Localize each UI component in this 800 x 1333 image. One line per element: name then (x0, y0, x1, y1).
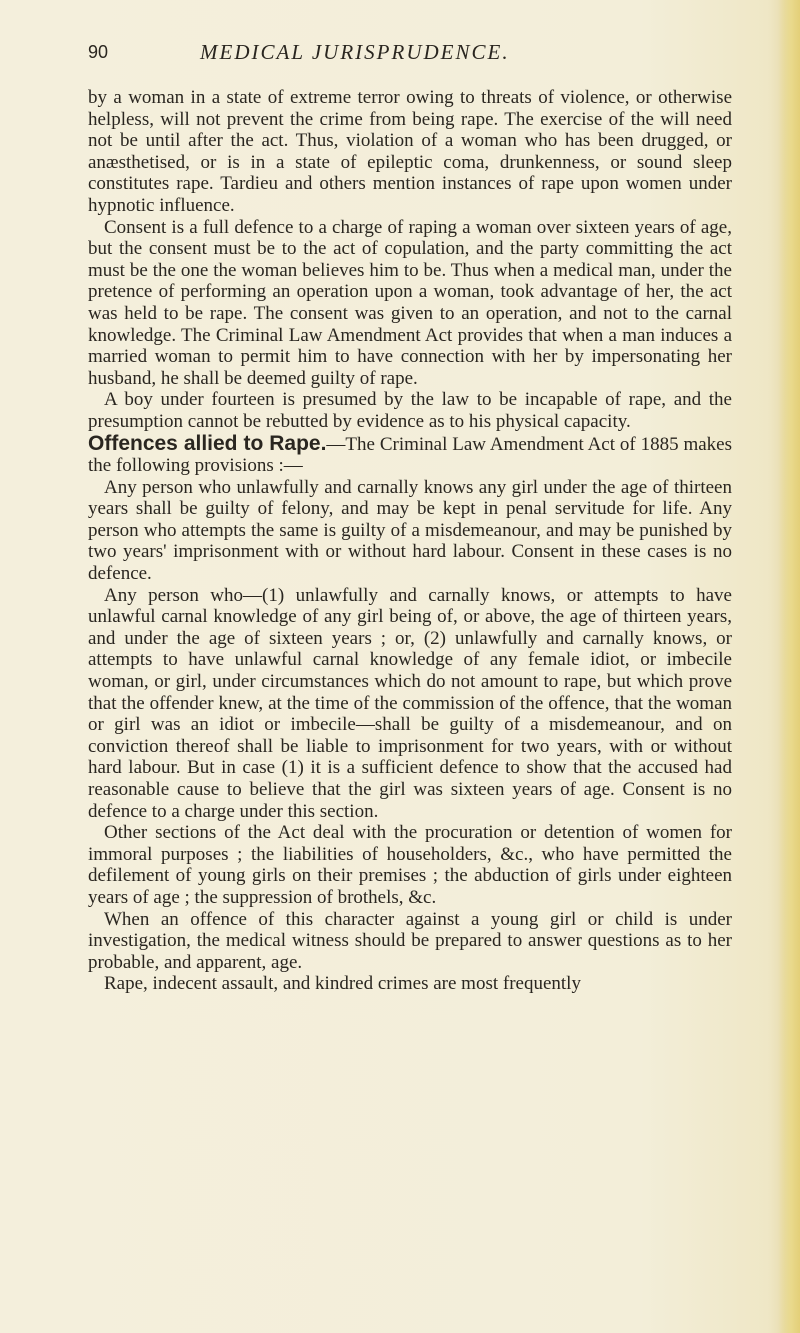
paragraph: Consent is a full defence to a charge of raping a woman over sixteen years of age, but the consent must be to the act of copulation, and the party committing the act must be the one the woman believes him to be. Thus when a medical man, under the pretence of performing an operation upon a woman, took advantage of her, the act was held to be rape. The consent was given to an operation, and not to the carnal knowledge. The Criminal Law Amendment Act provides that when a man induces a married woman to permit him to have connection with her by impersonating her husband, he shall be deemed guilty of rape. (88, 216, 732, 389)
paragraph: Rape, indecent assault, and kindred crimes are most frequently (104, 973, 581, 995)
paragraph: by a woman in a state of extreme terror owing to threats of violence, or otherwise helpless, will not prevent the crime from being rape. The exercise of the will need not be until after the act. Thus, violation of a woman who has been drugged, or anæsthetised, or is in a state of epileptic coma, drunkenness, or sound sleep constitutes rape. Tardieu and others mention instances of rape upon women under hypnotic influence. (88, 87, 732, 216)
section-intro: —The Criminal Law Amendment Act of 1885 makes the following provisions :— (88, 433, 732, 477)
paragraph: Any person who—(1) unlawfully and carnally knows, or attempts to have unlawful carnal knowledge of any girl being of, or above, the age of thirteen years, and under the age of sixteen years ; or, (2) unlawfully and carnally knows, or attempts to have unlawful carnal knowledge of any female idiot, or imbecile woman, or girl, under circumstances which do not amount to rape, but which prove that the offender knew, at the time of the commission of the offence, that the woman or girl was an idiot or imbecile—shall be guilty of a misdemeanour, and on conviction thereof shall be liable to imprisonment for two years, with or without hard labour. But in case (1) it is a sufficient defence to show that the accused had reasonable cause to believe that the girl was sixteen years of age. Consent is no defence to a charge under this section. (88, 584, 732, 822)
page-header (88, 40, 728, 66)
body-text (88, 87, 732, 995)
running-title: MEDICAL JURISPRUDENCE. (200, 40, 510, 64)
paragraph: Other sections of the Act deal with the procuration or detention of women for immoral purposes ; the liabilities of householders, &c., who have permitted the defilement of young girls on their premises ; the abduction of girls under eighteen years of age ; the suppression of brothels, &c. (88, 822, 732, 908)
paragraph: Any person who unlawfully and carnally knows any girl under the age of thirteen years shall be guilty of felony, and may be kept in penal servitude for life. Any person who attempts the same is guilty of a misdemeanour, and may be punished by two years' imprisonment with or without hard labour. Consent in these cases is no defence. (88, 476, 732, 585)
page-number: 90 (88, 42, 109, 62)
paragraph: A boy under fourteen is presumed by the law to be incapable of rape, and the presumption cannot be rebutted by evidence as to his physical capacity. (88, 389, 732, 432)
page-edge (778, 0, 800, 1333)
section-heading: Offences allied to Rape. (88, 431, 327, 455)
paragraph: When an offence of this character against a young girl or child is under investigation, the medical witness should be prepared to answer questions as to her probable, and apparent, age. (88, 908, 732, 973)
section-paragraph (88, 433, 732, 477)
